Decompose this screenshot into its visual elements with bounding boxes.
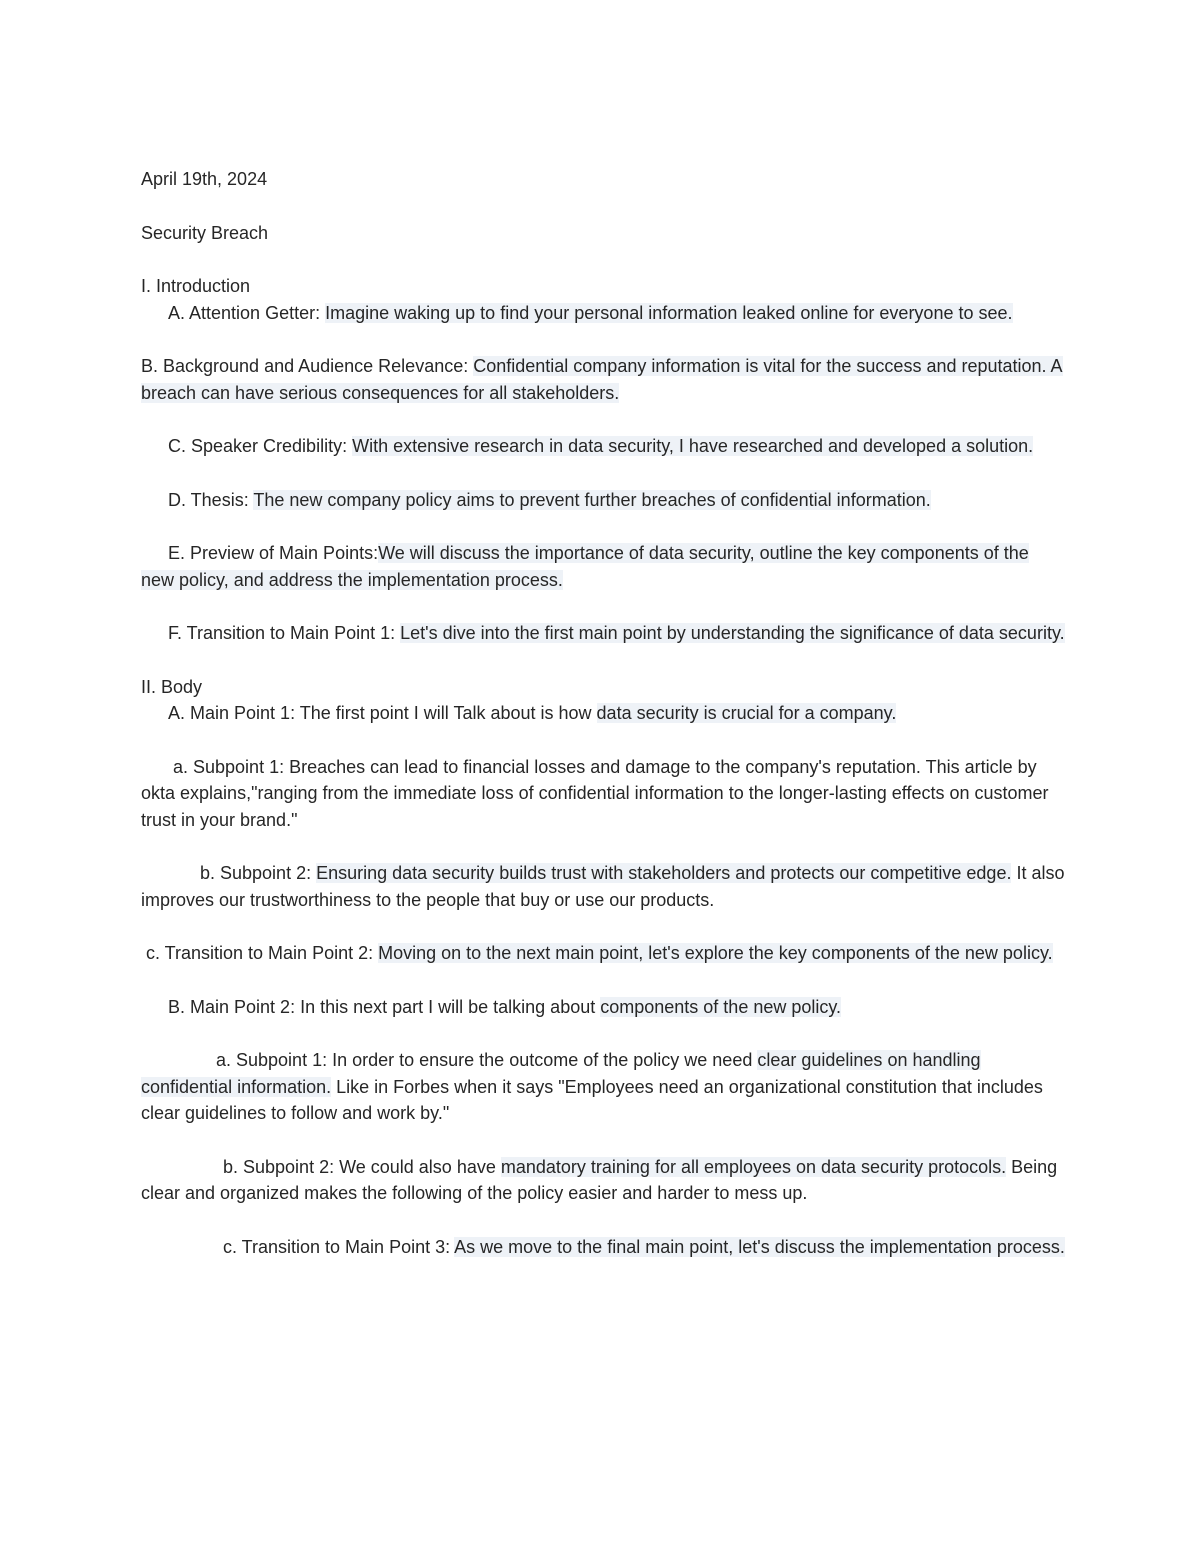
item-label: C. Speaker Credibility: bbox=[168, 436, 353, 456]
item-text: Like in Forbes when it says "Employees need an organizational constitution that includes clear guidelines to follow and work by." bbox=[141, 1076, 1043, 1123]
body-heading: II. Body bbox=[141, 676, 203, 697]
body-mp1-subpoint-2 bbox=[141, 860, 1066, 913]
intro-preview bbox=[141, 540, 1066, 593]
item-label: c. Transition to Main Point 2: bbox=[146, 943, 379, 963]
body-mp2-subpoint-1 bbox=[141, 1047, 1066, 1127]
highlighted-text: components of the new policy. bbox=[600, 996, 842, 1017]
highlighted-text: Ensuring data security builds trust with stakeholders and protects our competitive edge. bbox=[316, 863, 1012, 883]
body-mp1-transition bbox=[141, 940, 1066, 967]
item-label: b. Subpoint 2: bbox=[200, 863, 317, 883]
item-text: It also improves our trustworthiness to the people that buy or use our products. bbox=[141, 863, 1065, 910]
item-label: b. Subpoint 2: We could also have bbox=[223, 1156, 501, 1177]
document-title: Security Breach bbox=[141, 222, 269, 243]
item-label: F. Transition to Main Point 1: bbox=[168, 623, 401, 643]
item-label: B. Background and Audience Relevance: bbox=[141, 356, 474, 376]
document-date: April 19th, 2024 bbox=[141, 169, 268, 189]
intro-thesis bbox=[141, 487, 1066, 514]
item-label: B. Main Point 2: In this next part I will be talking about bbox=[168, 996, 601, 1017]
item-label: a. Subpoint 1: bbox=[173, 756, 290, 777]
document-page bbox=[141, 166, 1066, 1260]
highlighted-text: We will discuss the importance of data security, outline the key components of the new policy, and address the implementation process. bbox=[141, 543, 1029, 590]
highlighted-text: mandatory training for all employees on data security protocols. bbox=[500, 1156, 1007, 1177]
body-main-point-1 bbox=[141, 700, 1066, 727]
item-label: a. Subpoint 1: In order to ensure the outcome of the policy we need bbox=[216, 1050, 758, 1070]
highlighted-text: Moving on to the next main point, let's explore the key components of the new policy. bbox=[378, 943, 1053, 963]
highlighted-text: As we move to the final main point, let's discuss the implementation process. bbox=[454, 1236, 1065, 1257]
highlighted-text: data security is crucial for a company. bbox=[596, 703, 897, 723]
body-mp2-transition bbox=[141, 1234, 1066, 1261]
intro-transition bbox=[141, 620, 1066, 647]
intro-background bbox=[141, 353, 1066, 406]
highlighted-text: With extensive research in data security, I have researched and developed a solution. bbox=[352, 436, 1034, 456]
item-label: D. Thesis: bbox=[168, 489, 254, 510]
highlighted-text: Let's dive into the first main point by understanding the significance of data security. bbox=[400, 623, 1065, 643]
item-text: Breaches can lead to financial losses and damage to the company's reputation. This article by okta explains,"ranging from the immediate loss of confidential information to the longer-lasting effects on customer trust in your brand." bbox=[141, 756, 1049, 830]
item-label: c. Transition to Main Point 3: bbox=[223, 1236, 455, 1257]
body-mp2-subpoint-2 bbox=[141, 1154, 1066, 1207]
item-label: E. Preview of Main Points: bbox=[168, 543, 379, 563]
intro-credibility bbox=[141, 433, 1066, 460]
item-label: A. Attention Getter: bbox=[168, 302, 326, 323]
body-mp1-subpoint-1 bbox=[141, 754, 1066, 834]
intro-attention-getter bbox=[141, 300, 1066, 327]
intro-heading: I. Introduction bbox=[141, 276, 251, 296]
highlighted-text: The new company policy aims to prevent further breaches of confidential information. bbox=[253, 489, 931, 510]
highlighted-text: Imagine waking up to find your personal information leaked online for everyone to see. bbox=[325, 302, 1013, 323]
item-label: A. Main Point 1: The first point I will Talk about is how bbox=[168, 703, 597, 723]
highlighted-text: Confidential company information is vital for the success and reputation. A breach can have serious consequences for all stakeholders. bbox=[141, 356, 1063, 403]
item-text: Being clear and organized makes the following of the policy easier and harder to mess up. bbox=[141, 1156, 1058, 1203]
highlighted-text: clear guidelines on handling confidential information. bbox=[141, 1050, 981, 1097]
body-main-point-2 bbox=[141, 994, 1066, 1021]
